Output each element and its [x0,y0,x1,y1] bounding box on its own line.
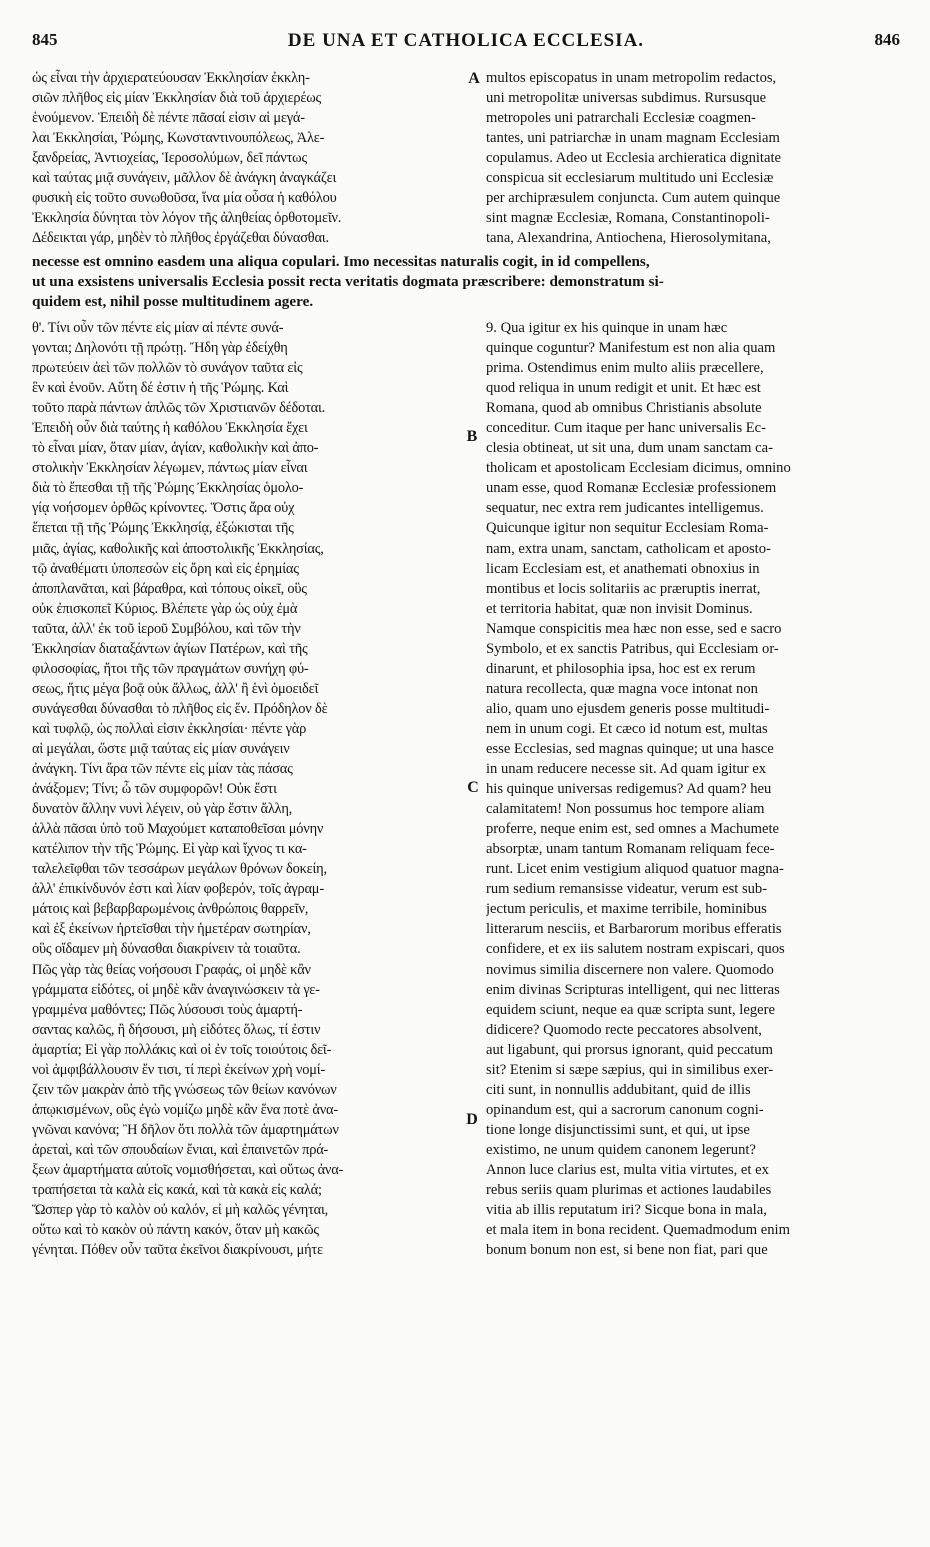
greek-text-line: λαι Ἐκκλησίαι, Ῥώμης, Κωνσταντινουπόλεως, Ἀλε- [32,130,325,147]
latin-text-line: et territoria habitat, quæ non invisit Dominus. [486,600,753,617]
greek-text-line: ἀνάγκη. Τίνι ἄρα τῶν πέντε εἰς μίαν τὰς πάσας [32,761,293,778]
latin-text-line: montibus et locis solitariis ac præruptis inerrat, [486,580,761,597]
latin-text-line: rebus seriis quam plurimas et actiones laudabiles [486,1182,772,1199]
greek-text-line: ἀλλὰ πᾶσαι ὑπὸ τοῦ Μαχούμετ καταποθεῖσαι μόνην [32,821,324,838]
page-number-right: 846 [874,30,900,49]
latin-text-line: citi sunt, in nonnullis addubitant, quid de illis [486,1081,751,1098]
latin-text-line: novimus similia discernere non valere. Quomodo [486,961,774,978]
margin-marker-c: C [467,779,479,796]
greek-text-line: ταῦτα, ἀλλ' ἐκ τοῦ ἱεροῦ Συμβόλου, καὶ τῶν τὴν [32,620,301,637]
latin-text-line: in unam reducere necesse sit. Ad quam igitur ex [486,761,767,778]
latin-text-line: prima. Ostendimus enim multo aliis præcellere, [486,360,764,377]
latin-text-line: clesia obtineat, ut sit una, dum unam sanctam ca- [486,440,773,457]
latin-column-top [486,68,896,248]
latin-text-line: esse Ecclesias, sed magnas quinque; ut una hasce [486,740,774,757]
latin-text-line: Symbolo, et ex sanctis Patribus, qui Ecclesiam or- [486,640,779,657]
greek-text-line: ἕπεται τῇ τῆς Ῥώμης Ἐκκλησίᾳ, ἐξώκισται τῆς [32,520,294,537]
latin-text-line: alio, quam uno ejusdem generis posse multitudi- [486,700,770,717]
greek-text-line: γνῶναι κανόνα; Ἢ δῆλον ὅτι πολλὰ τῶν ἁμαρτημάτων [32,1121,339,1138]
latin-text-line: absorptæ, unam tantum Romanam reliquam fece- [486,841,775,858]
greek-text-line: συνάγεσθαι δύνασθαι τὸ πλῆθος εἰς ἕν. Πρόδηλον δὲ [32,700,328,717]
greek-text-line: ξανδρείας, Ἀντιοχείας, Ἱεροσολύμων, δεῖ πάντως [32,150,307,167]
margin-marker-a: A [468,70,480,87]
latin-text-line: sint magnæ Ecclesiæ, Romana, Constantinopoli- [486,210,770,227]
page-number-left: 845 [32,30,58,49]
latin-text-line: natura recollecta, quæ magna voce intonat non [486,680,758,697]
greek-text-line: τραπήσεται τὰ καλὰ εἰς κακά, καὶ τὰ κακὰ εἰς καλά; [32,1182,322,1199]
latin-text-line: vitia ab illis reputatum iri? Sicque bona in mala, [486,1202,767,1219]
latin-column-main [486,318,896,1260]
greek-text-line: ἀνάξομεν; Τίνι; ὦ τῶν συμφορῶν! Οὐκ ἔστι [32,781,277,798]
greek-text-line: θ'. Τίνι οὖν τῶν πέντε εἰς μίαν αἱ πέντε συνά- [32,320,284,336]
greek-text-line: ἀποπλανᾶται, καὶ βάραθρα, καὶ τόπους οἰκεῖ, οὓς [32,580,307,597]
latin-text-line: tione longe disjunctissimi sunt, et qui, ut ipse [486,1121,750,1138]
greek-text-line: τῷ ἀναθέματι ὑποπεσὼν εἰς ὄρη καὶ εἰς ἐρημίας [32,560,299,577]
full-width-text-line: necesse est omnino easdem una aliqua copulari. Imo necessitas naturalis cogit, in id compellens, [32,253,650,270]
latin-text-line: nem in unum cogi. Et cæco id notum est, multas [486,720,768,737]
latin-text-line: litterarum nesciis, et Barbarorum moribus efferatis [486,921,782,938]
greek-text-line: ἁμαρτία; Εἰ γὰρ πολλάκις καὶ οἱ ἐν τοῖς τοιούτοις δεῖ- [32,1041,332,1058]
latin-text-line: unam esse, quod Romanæ Ecclesiæ professionem [486,480,777,497]
latin-text-line: rum sedium remansisse videatur, verum est sub- [486,881,768,898]
latin-text-line: bonum bonum non est, si bene non fiat, pari que [486,1242,768,1259]
greek-text-line: ζειν τῶν μακρὰν ἀπὸ τῆς γνώσεως τῶν θείων κανόνων [32,1081,337,1098]
greek-text-line: αἱ μεγάλαι, ὥστε μιᾷ ταύτας εἰς μίαν συνάγειν [32,740,290,757]
greek-text-line: ἀπῳκισμένων, οὓς ἐγὼ νομίζω μηδὲ κἂν ἕνα ποτὲ ἀνα- [32,1101,338,1118]
greek-column-main [32,318,462,1260]
greek-text-line: τὸ εἶναι μίαν, ὅταν μίαν, ἁγίαν, καθολικὴν καὶ ἀπο- [32,440,319,457]
greek-text-line: νοὶ ἀμφιβάλλουσιν ἔν τισι, τί περὶ ἐκείνων χρὴ νομί- [32,1061,325,1078]
margin-marker-d: D [466,1111,478,1128]
greek-text-line: μιᾶς, ἁγίας, καθολικῆς καὶ ἀποστολικῆς Ἐκκλησίας, [32,540,324,557]
latin-text-line: tholicam et apostolicam Ecclesiam dicimus, omnino [486,460,791,477]
latin-text-line: jectum periculis, et maxime terribile, hominibus [486,901,767,918]
latin-text-line: opinandum est, qui a sacrorum canonum cogni- [486,1101,764,1118]
latin-text-line: tana, Alexandrina, Antiochena, Hierosolymitana, [486,230,771,247]
greek-text-line: τοῦτο παρὰ πάντων ἁπλῶς τῶν Χριστιανῶν δέδοται. [32,400,326,417]
latin-text-line: conspicua sit ecclesiarum multitudo uni Ecclesiæ [486,170,774,187]
greek-text-line: ξεων ἁμαρτήματα αὐτοῖς νομισθήσεται, καὶ οὕτως ἀνα- [32,1161,344,1178]
greek-text-line: γονται; Δηλονότι τῇ πρώτῃ. Ἤδη γὰρ ἐδείχθη [32,340,288,357]
greek-text-line: καὶ ἐξ ἐκείνων ἠρτεῖσθαι τὴν ἡμετέραν σωτηρίαν, [32,921,311,938]
latin-text-line: uni metropolitæ universas subdimus. Rursusque [486,90,767,107]
greek-text-line: καὶ ταύτας μιᾷ συνάγειν, μᾶλλον δὲ ἀνάγκη ἀναγκάζει [32,170,337,187]
latin-text-line: equidem sciunt, neque ea quæ scripta sunt, legere [486,1001,775,1018]
greek-text-line: Δέδεικται γάρ, μηδὲν τὸ πλῆθος ἐργάζεθαι δύνασθαι. [32,230,329,247]
greek-text-line: Ἐκκλησία δύνηται τὸν λόγον τῆς ἀληθείας ὀρθοτομεῖν. [32,210,342,227]
latin-text-line: calamitatem! Non possumus hoc tempore aliam [486,801,765,818]
greek-text-line: ταλελεῖφθαι τῶν τεσσάρων μεγάλων θρόνων δοκείη, [32,861,327,878]
latin-text-line: licam Ecclesiam est, et anathemati obnoxius in [486,560,760,577]
latin-text-line: et mala item in bona recident. Quemadmodum enim [486,1222,790,1239]
latin-text-line: quinque coguntur? Manifestum est non alia quam [486,340,776,357]
latin-text-line: copulamus. Adeo ut Ecclesia archieratica dignitate [486,150,781,167]
greek-text-line: Ἐπειδὴ οὖν διὰ ταύτης ἡ καθόλου Ἐκκλησία ἔχει [32,420,308,437]
greek-text-line: στολικὴν Ἐκκλησίαν λέγωμεν, πάντως μίαν εἶναι [32,460,308,477]
running-header [32,30,900,58]
latin-text-line: quod reliqua in unum redigit et unit. Et hæc est [486,380,761,397]
greek-text-line: γράμματα εἰδότες, οἱ μηδὲ κἂν ἀναγινώσκειν τὰ γε- [32,981,320,998]
latin-text-line: didicere? Quomodo recte peccatores absolvent, [486,1021,762,1038]
latin-text-line: aut ligabunt, qui prorsus ignorant, quid peccatum [486,1041,773,1058]
greek-text-line: οὕτω καὶ τὸ κακὸν οὐ πάντη κακόν, ὅταν μὴ κακῶς [32,1222,319,1239]
greek-text-line: γραμμένα μαθόντες; Πῶς λύσουσι τοὺς ἁμαρτή- [32,1001,303,1018]
full-width-latin [32,252,896,312]
latin-text-line: dinarunt, et philosophia ipsa, hoc est ex rerum [486,660,756,677]
latin-text-line: proferre, neque enim est, sed omnes a Machumete [486,821,779,838]
greek-text-line: γίᾳ νοήσομεν ὀρθῶς κρίνοντες. Ὅστις ἄρα οὐχ [32,500,295,517]
greek-text-line: πρωτεύειν ἀεὶ τῶν πολλῶν τὸ συνάγον ταῦτα εἰς [32,360,303,377]
latin-text-line: per archipræsulem conjuncta. Cum autem quinque [486,190,781,207]
latin-text-line: enim divinas Scripturas intelligent, qui nec litteras [486,981,780,998]
greek-text-line: δυνατὸν ἄλλην νυνὶ λέγειν, οὐ γὰρ ἔστιν ἄλλη, [32,801,293,818]
latin-text-line: nam, extra unam, sanctam, catholicam et aposto- [486,540,771,557]
greek-text-line: φυσικὴ εἰς τοῦτο συνωθοῦσα, ἵνα μία οὖσα ἡ καθόλου [32,190,337,207]
greek-text-line: οὓς οἴδαμεν μὴ δύνασθαι διακρίνειν τὰ τοιαῦτα. [32,941,301,958]
latin-text-line: multos episcopatus in unam metropolim redactos, [486,70,777,86]
latin-text-line: sit? Etenim si sæpe sæpius, qui in similibus exer- [486,1061,774,1078]
greek-text-line: οὐκ ἐπισκοπεῖ Κύριος. Βλέπετε γὰρ ὡς οὐχ ἐμὰ [32,600,298,617]
full-width-text-line: quidem est, nihil posse multitudinem agere. [32,293,314,311]
greek-text-line: σαντας καλῶς, ἢ δήσουσι, μὴ εἰδότες ὅλως, τί ἐστιν [32,1021,321,1038]
greek-text-line: Ὥσπερ γὰρ τὸ καλὸν οὐ καλόν, εἰ μὴ καλῶς γένηται, [32,1202,329,1219]
greek-text-line: ἑνούμενον. Ἐπειδὴ δὲ πέντε πᾶσαί εἰσιν αἱ μεγά- [32,110,305,127]
latin-text-line: Quicunque igitur non sequitur Ecclesiam Roma- [486,520,769,537]
latin-text-line: confidere, et ex iis salutem nostram expiscari, quos [486,941,785,958]
greek-text-line: Ἐκκλησίαν διαταξάντων ἁγίων Πατέρων, καὶ τῆς [32,640,308,657]
latin-text-line: Romana, quod ab omnibus Christianis absolute [486,400,762,417]
latin-text-line: existimo, ne unum quidem canonem legerunt? [486,1141,756,1158]
latin-text-line: tantes, uni patriarchæ in unam magnam Ecclesiam [486,130,780,147]
greek-text-line: ἀλλ' ἐπικίνδυνόν ἐστι καὶ λίαν φοβερόν, τοῖς ἀγραμ- [32,881,324,898]
full-width-text-line: ut una exsistens universalis Ecclesia possit recta veritatis dogmata præscribere: demonstratum si- [32,273,664,291]
greek-text-line: ἀρεταὶ, καὶ τῶν σπουδαίων ἔνιαι, καὶ ἐπαινετῶν πρά- [32,1141,329,1158]
page-title: DE UNA ET CATHOLICA ECCLESIA. [287,30,645,51]
latin-text-line: sequatur, nec extra rem judicantes intelligemus. [486,500,764,517]
latin-text-line: 9. Qua igitur ex his quinque in unam hæc [486,320,728,336]
greek-text-line: μάτοις καὶ βεβαρβαρωμένοις ἀνθρώποις θαρρεῖν, [32,901,309,918]
latin-text-line: Namque conspicitis mea hæc non esse, sed e sacro [486,620,782,637]
latin-text-line: Annon luce clarius est, multa vitia virtutes, et ex [486,1161,769,1178]
greek-text-line: ὡς εἶναι τὴν ἀρχιερατεύουσαν Ἐκκλησίαν ἐκκλη- [32,70,310,86]
greek-text-line: καὶ τυφλῷ, ὡς πολλαὶ εἰσιν ἐκκλησίαι· πέντε γὰρ [32,720,307,737]
greek-text-line: σεως, ἥτις μέγα βοᾷ οὐκ ἄλλως, ἀλλ' ἢ ἑνὶ ὁμοειδεῖ [32,680,319,697]
latin-text-line: conceditur. Cum itaque per hanc universalis Ec- [486,420,767,437]
latin-text-line: metropoles uni patrarchali Ecclesiæ coagmen- [486,110,756,127]
greek-text-line: διὰ τὸ ἕπεσθαι τῇ τῆς Ῥώμης Ἐκκλησίας ὁμολο- [32,480,304,497]
latin-text-line: his quinque universas redigemus? Ad quam? heu [486,781,772,798]
greek-text-line: φιλοσοφίας, ἤτοι τῆς τῶν πραγμάτων συνήχη φύ- [32,660,309,677]
greek-text-line: κατέλιπον τὴν τῆς Ῥώμης. Εἰ γὰρ καὶ ἴχνος τι κα- [32,841,307,858]
greek-text-line: ἓν καὶ ἑνοῦν. Αὕτη δέ ἐστιν ἡ τῆς Ῥώμης. Καὶ [32,380,289,397]
greek-text-line: Πῶς γὰρ τὰς θείας νοήσουσι Γραφάς, οἱ μηδὲ κἂν [32,961,311,978]
margin-marker-b: B [466,428,478,445]
greek-text-line: σιῶν πλῆθος εἰς μίαν Ἐκκλησίαν διὰ τοῦ ἀρχιερέως [32,90,322,107]
latin-text-line: runt. Licet enim vestigium aliquod quatuor magna- [486,861,784,878]
greek-column-top [32,68,462,248]
greek-text-line: γένηται. Πόθεν οὖν ταῦτα ἐκεῖνοι διακρίνουσι, μήτε [32,1242,323,1259]
